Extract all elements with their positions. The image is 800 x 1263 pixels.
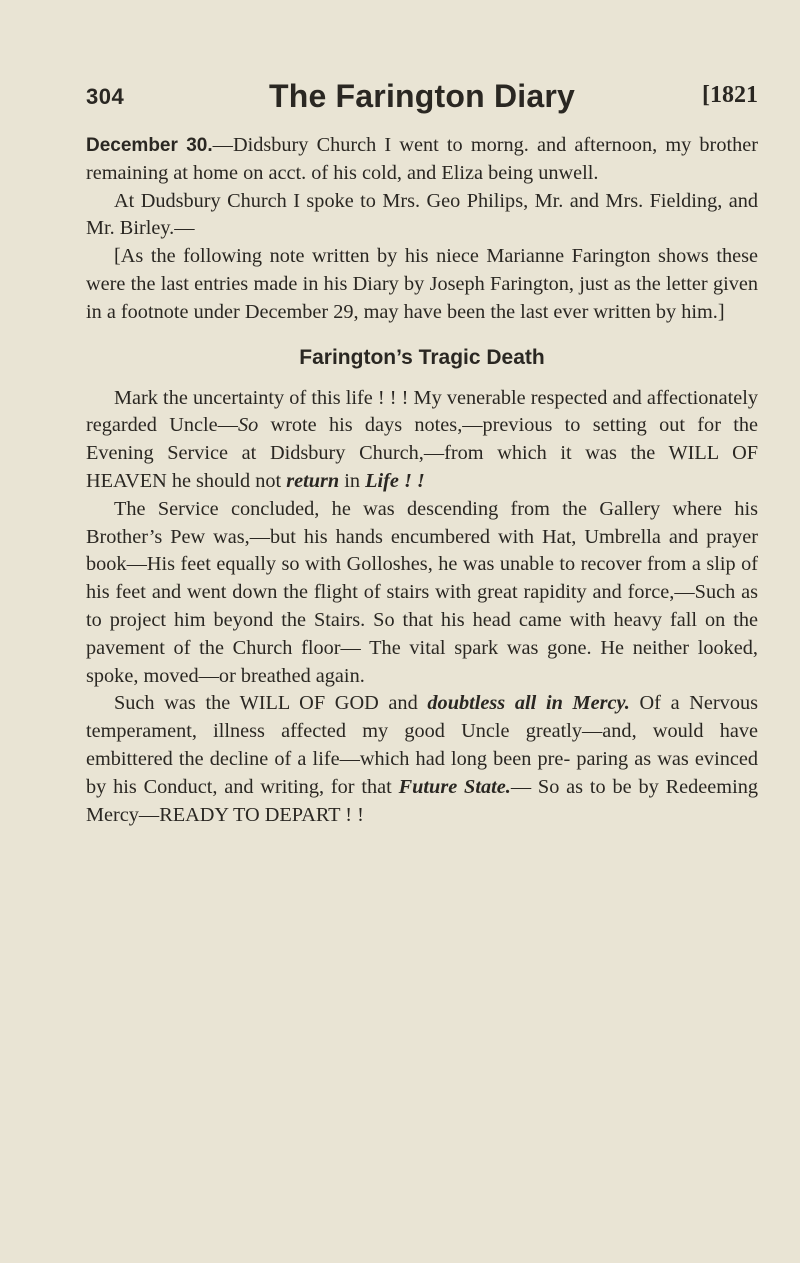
italic-text: doubtless all in Mercy. — [427, 692, 630, 715]
text-run: in — [339, 469, 366, 492]
text-run: Mark the uncertainty of this life ! ! ! My venerable respected and affectionately regarded Uncle— — [86, 386, 758, 437]
text-run: Such was the WILL OF GOD and — [114, 692, 428, 715]
page-number: 304 — [86, 84, 125, 109]
text-run: wrote his days notes,—previous to setting out for the Evening Service at Didsbury Church,—from which it was the WILL OF HEAVEN he should not — [86, 414, 759, 492]
narrative-paragraph-1 — [86, 385, 758, 496]
entry-date: December 30. — [86, 135, 213, 156]
running-header — [86, 78, 758, 118]
entry-text: —Didsbury Church I went to morng. and afternoon, my brother remaining at home on acct. of his cold, and Eliza being unwell. — [86, 134, 758, 184]
editorial-note: [As the following note written by his niece Marianne Farington shows these were the last entries made in his Diary by Joseph Farington, just as the letter given in a footnote under December 29, may have been the last ever written by him.] — [86, 245, 758, 323]
text-run: — So as to be by Redeeming Mercy—READY TO DEPART ! ! — [86, 775, 758, 826]
text-run: Of a Nervous temperament, illness affected my good Uncle greatly—and, would have embittered the decline of a life—which had long been pre- paring as was evinced by his Conduct, and writing, for that — [86, 692, 758, 798]
italic-text: return — [286, 469, 340, 492]
running-year: [1821 — [702, 82, 758, 108]
narrative-paragraph-3 — [86, 690, 758, 829]
section-heading: Farington’s Tragic Death — [299, 345, 545, 369]
italic-text: Future State. — [398, 775, 511, 798]
diary-entry-paragraph — [86, 132, 758, 188]
running-title: The Farington Diary — [268, 78, 576, 114]
italic-text: So — [237, 414, 259, 437]
diary-entry-paragraph-2: At Dudsbury Church I spoke to Mrs. Geo Philips, Mr. and Mrs. Fielding, and Mr. Birley.— — [86, 189, 758, 240]
page-body — [86, 132, 758, 829]
italic-text: Life ! ! — [365, 469, 425, 492]
narrative-paragraph-2: The Service concluded, he was descending from the Gallery where his Brother’s Pew was,—but his hands encumbered with Hat, Umbrella and prayer book—His feet equally so with Golloshes, he was unable to recover from a slip of his feet and went down the flight of stairs with great rapidity and force,—Such as to project him beyond the Stairs. So that his head came with heavy fall on the pavement of the Church floor— The vital spark was gone. He neither looked, spoke, moved—or breathed again. — [86, 497, 758, 687]
